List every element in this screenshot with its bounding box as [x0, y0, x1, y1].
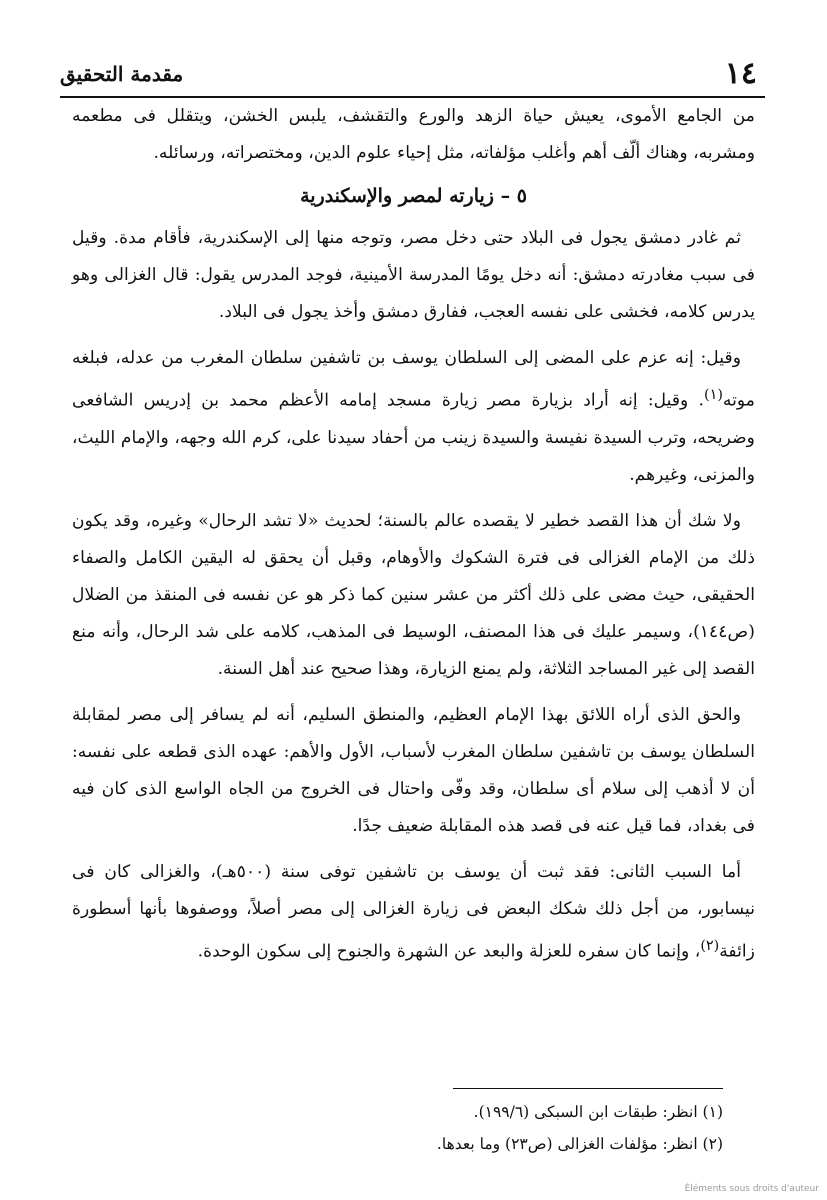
paragraph-2: ثم غادر دمشق يجول فى البلاد حتى دخل مصر، وتوجه منها إلى الإسكندرية، فأقام مدة. وقيل فى سبب مغادرته دمشق: أنه دخل يومًا المدرسة الأمينية، فوجد المدرس يقول: قال الغزالى وهو يدرس كلامه، فخشى على نفسه العجب، ففارق دمشق وأخذ يجول فى البلاد.	[72, 228, 755, 322]
footnote-1: (١) انظر: طبقات ابن السبكى (١٩٩/٦).	[473, 1103, 723, 1121]
running-title: مقدمة التحقيق	[60, 62, 184, 86]
paragraph-6	[72, 854, 755, 971]
paragraph-3-text-a: وقيل: إنه عزم على المضى إلى السلطان يوسف بن تاشفين سلطان المغرب من عدله، فبلغه موته	[72, 348, 755, 411]
footnote-ref-1: (١)	[704, 387, 723, 403]
paragraph-3-text-b: . وقيل: إنه أراد بزيارة مصر زيارة مسجد إمامه الأعظم محمد بن إدريس الشافعى وضريحه، وترب السيدة نفيسة والسيدة زينب من أحفاد سيدنا على، كرم الله وجهه، والإمام الليث، والمزنى، وغيرهم.	[72, 390, 755, 485]
section-heading: ٥ – زيارته لمصر والإسكندرية	[300, 185, 527, 207]
footnote-rule	[453, 1088, 723, 1089]
page-number: ١٤	[724, 56, 757, 91]
body-text	[72, 98, 755, 970]
paragraph-6-text-a: أما السبب الثانى: فقد ثبت أن يوسف بن تاشفين توفى سنة (٥٠٠هـ)، والغزالى كان فى نيسابور، من أجل ذلك شكك البعض فى زيارة الغزالى إلى مصر أصلاً، ووصفوها بأنها أسطورة زائفة	[72, 861, 755, 962]
page-header	[60, 52, 767, 92]
footnote-ref-2: (٢)	[700, 937, 720, 954]
paragraph-4: ولا شك أن هذا القصد خطير لا يقصده عالم بالسنة؛ لحديث «لا تشد الرحال» وغيره، وقد يكون ذلك من الإمام الغزالى فى فترة الشكوك والأوهام، وقبل أن يحقق له اليقين الكامل والصفاء الحقيقى، حيث مضى على ذلك أكثر من عشر سنين كما ذكر هو عن نفسه فى المنقذ من الضلال (ص١٤٤)، وسيمر عليك فى هذا المصنف، الوسيط فى المذهب، كلامه على شد الرحال، وأنه منع القصد إلى غير المساجد الثلاثة، ولم يمنع الزيارة، وهذا صحيح عند أهل السنة.	[72, 510, 755, 679]
footnotes	[72, 1096, 723, 1160]
paragraph-6-text-b: ، وإنما كان سفره للعزلة والبعد عن الشهرة والجنوح إلى سكون الوحدة.	[197, 941, 701, 962]
paragraph-3	[72, 340, 755, 494]
paragraph-1: من الجامع الأموى، يعيش حياة الزهد والورع والتقشف، يلبس الخشن، ويتقلل فى مطعمه ومشربه، وهناك ألّف أهم وأغلب مؤلفاته، مثل إحياء علوم الدين، ومختصراته، ورسائله.	[72, 106, 755, 163]
watermark: Éléments sous droits d'auteur	[684, 1184, 819, 1194]
footnote-2: (٢) انظر: مؤلفات الغزالى (ص٢٣) وما بعدها.	[436, 1135, 723, 1153]
paragraph-5: والحق الذى أراه اللائق بهذا الإمام العظيم، والمنطق السليم، أنه لم يسافر إلى مصر لمقابلة السلطان يوسف بن تاشفين سلطان المغرب لأسباب، الأول والأهم: عهده الذى قطعه على نفسه: أن لا أذهب إلى سلام أى سلطان، وقد وفّى واحتال فى الخروج من الجاه الواسع الذى كان فيه فى بغداد، فما قيل عنه فى قصد هذه المقابلة ضعيف جدًا.	[72, 704, 755, 836]
